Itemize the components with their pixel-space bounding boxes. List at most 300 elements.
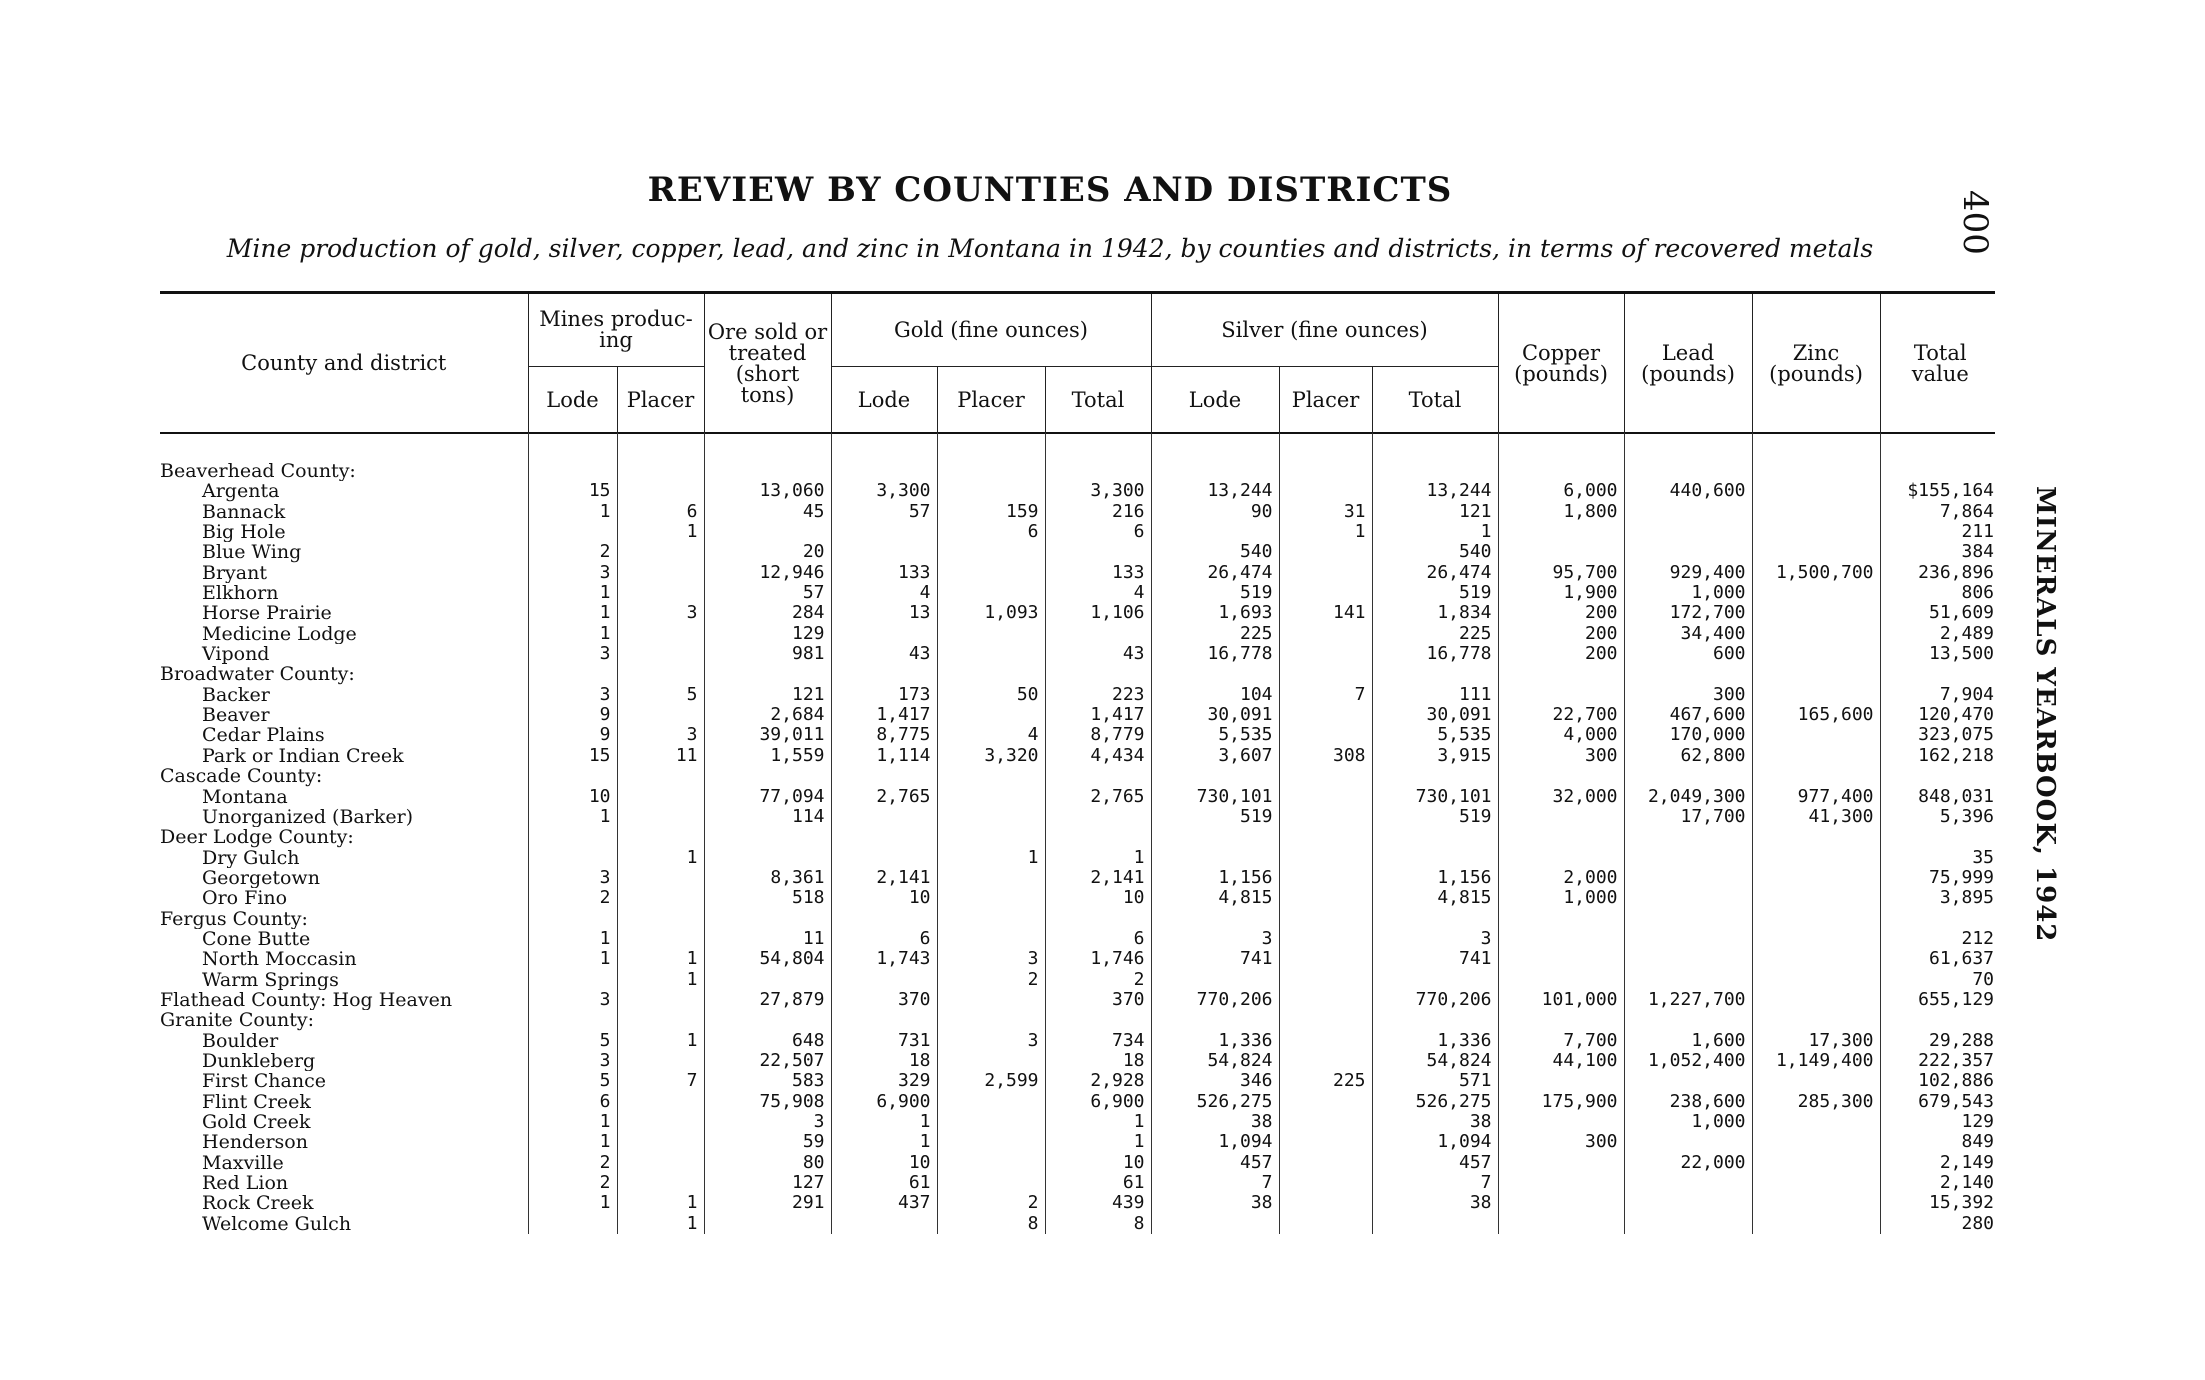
cell-ore: 20 — [704, 542, 831, 562]
cell-silver-placer — [1279, 542, 1372, 562]
district-name: Bannack — [202, 501, 286, 523]
cell-gold-placer — [937, 1010, 1045, 1030]
county-row — [160, 827, 2000, 847]
cell-total-value: 655,129 — [1880, 990, 2000, 1010]
cell-ore — [704, 522, 831, 542]
cell-mines-placer — [617, 644, 704, 664]
cell-zinc: 165,600 — [1752, 705, 1880, 725]
header-zinc: Zinc (pounds) — [1752, 294, 1880, 433]
cell-mines-lode — [528, 1010, 617, 1030]
cell-ore — [704, 461, 831, 481]
cell-gold-placer — [937, 1051, 1045, 1071]
cell-silver-total: 1,336 — [1372, 1031, 1498, 1051]
cell-total-value: 35 — [1880, 848, 2000, 868]
cell-gold-total: 1,746 — [1045, 949, 1151, 969]
cell-gold-lode: 10 — [831, 1153, 937, 1173]
cell-gold-lode — [831, 1214, 937, 1234]
district-row — [160, 787, 2000, 807]
cell-silver-total: 16,778 — [1372, 644, 1498, 664]
county-name: Granite County: — [160, 1010, 315, 1031]
cell-ore: 981 — [704, 644, 831, 664]
cell-gold-total — [1045, 766, 1151, 786]
cell-ore: 2,684 — [704, 705, 831, 725]
cell-mines-placer — [617, 542, 704, 562]
cell-gold-lode: 2,141 — [831, 868, 937, 888]
cell-silver-placer — [1279, 787, 1372, 807]
cell-mines-lode: 10 — [528, 787, 617, 807]
cell-ore — [704, 909, 831, 929]
cell-silver-total: 457 — [1372, 1153, 1498, 1173]
cell-copper — [1498, 522, 1624, 542]
county-row — [160, 664, 2000, 684]
cell-silver-lode: 526,275 — [1151, 1092, 1279, 1112]
district-row — [160, 1112, 2000, 1132]
cell-silver-total: 770,206 — [1372, 990, 1498, 1010]
cell-gold-total: 4,434 — [1045, 746, 1151, 766]
cell-gold-total: 370 — [1045, 990, 1151, 1010]
cell-mines-lode — [528, 522, 617, 542]
county-name: Broadwater County: — [160, 664, 355, 685]
district-row — [160, 705, 2000, 725]
district-row — [160, 685, 2000, 705]
cell-ore: 1,559 — [704, 746, 831, 766]
cell-zinc — [1752, 848, 1880, 868]
county-row — [160, 909, 2000, 929]
cell-lead — [1624, 522, 1752, 542]
cell-lead: 1,000 — [1624, 583, 1752, 603]
cell-copper: 175,900 — [1498, 1092, 1624, 1112]
district-row — [160, 848, 2000, 868]
cell-silver-placer — [1279, 909, 1372, 929]
cell-zinc — [1752, 970, 1880, 990]
cell-silver-placer — [1279, 563, 1372, 583]
cell-total-value: 15,392 — [1880, 1193, 2000, 1213]
cell-mines-lode — [528, 848, 617, 868]
cell-total-value: 13,500 — [1880, 644, 2000, 664]
cell-total-value: 3,895 — [1880, 888, 2000, 908]
cell-copper — [1498, 970, 1624, 990]
district-name: Georgetown — [202, 867, 320, 889]
cell-mines-placer: 1 — [617, 848, 704, 868]
cell-silver-placer — [1279, 481, 1372, 501]
cell-gold-placer — [937, 1132, 1045, 1152]
cell-lead — [1624, 502, 1752, 522]
cell-gold-placer — [937, 990, 1045, 1010]
cell-ore — [704, 766, 831, 786]
cell-mines-placer — [617, 583, 704, 603]
county-row — [160, 766, 2000, 786]
cell-gold-lode: 1 — [831, 1132, 937, 1152]
cell-gold-total: 133 — [1045, 563, 1151, 583]
cell-lead — [1624, 542, 1752, 562]
cell-gold-placer — [937, 542, 1045, 562]
cell-mines-placer: 3 — [617, 725, 704, 745]
production-table — [160, 294, 2000, 1234]
cell-silver-lode — [1151, 1214, 1279, 1234]
cell-silver-placer — [1279, 929, 1372, 949]
district-row — [160, 1214, 2000, 1234]
cell-gold-total: 10 — [1045, 1153, 1151, 1173]
cell-gold-lode — [831, 522, 937, 542]
cell-total-value: 5,396 — [1880, 807, 2000, 827]
cell-gold-lode — [831, 461, 937, 481]
cell-gold-total: 4 — [1045, 583, 1151, 603]
table-header — [160, 294, 2000, 433]
cell-zinc: 1,149,400 — [1752, 1051, 1880, 1071]
cell-gold-placer — [937, 888, 1045, 908]
cell-gold-lode: 8,775 — [831, 725, 937, 745]
cell-lead: 172,700 — [1624, 603, 1752, 623]
cell-silver-placer: 225 — [1279, 1071, 1372, 1091]
cell-zinc — [1752, 725, 1880, 745]
cell-mines-placer: 1 — [617, 1031, 704, 1051]
cell-lead: 1,227,700 — [1624, 990, 1752, 1010]
cell-silver-placer: 7 — [1279, 685, 1372, 705]
cell-mines-lode: 3 — [528, 990, 617, 1010]
cell-copper: 7,700 — [1498, 1031, 1624, 1051]
cell-ore: 127 — [704, 1173, 831, 1193]
cell-ore: 518 — [704, 888, 831, 908]
cell-mines-lode: 1 — [528, 807, 617, 827]
cell-gold-lode: 61 — [831, 1173, 937, 1193]
cell-total-value: 120,470 — [1880, 705, 2000, 725]
cell-silver-total: 1,156 — [1372, 868, 1498, 888]
cell-silver-placer — [1279, 990, 1372, 1010]
cell-mines-lode: 15 — [528, 746, 617, 766]
cell-silver-lode: 519 — [1151, 583, 1279, 603]
district-row — [160, 725, 2000, 745]
county-row — [160, 990, 2000, 1010]
cell-mines-lode: 1 — [528, 929, 617, 949]
cell-ore — [704, 1010, 831, 1030]
cell-zinc — [1752, 1153, 1880, 1173]
cell-gold-lode: 6,900 — [831, 1092, 937, 1112]
cell-silver-lode: 457 — [1151, 1153, 1279, 1173]
cell-gold-lode: 13 — [831, 603, 937, 623]
header-silver-total: Total — [1372, 367, 1498, 434]
cell-gold-total — [1045, 909, 1151, 929]
cell-silver-placer — [1279, 970, 1372, 990]
district-name: Warm Springs — [202, 969, 339, 990]
cell-gold-placer — [937, 868, 1045, 888]
cell-gold-placer — [937, 1173, 1045, 1193]
cell-gold-placer: 50 — [937, 685, 1045, 705]
district-row — [160, 583, 2000, 603]
county-name: Deer Lodge County: — [160, 827, 354, 848]
cell-zinc: 41,300 — [1752, 807, 1880, 827]
county-name: Flathead County: Hog Heaven — [160, 989, 453, 1011]
cell-total-value: 280 — [1880, 1214, 2000, 1234]
cell-ore: 12,946 — [704, 563, 831, 583]
cell-gold-placer: 1 — [937, 848, 1045, 868]
page-title: REVIEW BY COUNTIES AND DISTRICTS — [647, 170, 1453, 210]
cell-lead — [1624, 1132, 1752, 1152]
cell-total-value: 7,864 — [1880, 502, 2000, 522]
cell-lead — [1624, 664, 1752, 684]
cell-mines-placer — [617, 481, 704, 501]
cell-zinc — [1752, 909, 1880, 929]
district-row — [160, 1092, 2000, 1112]
cell-gold-total: 6,900 — [1045, 1092, 1151, 1112]
cell-lead: 17,700 — [1624, 807, 1752, 827]
cell-copper — [1498, 1214, 1624, 1234]
cell-silver-total: 540 — [1372, 542, 1498, 562]
cell-gold-lode: 133 — [831, 563, 937, 583]
cell-gold-placer: 4 — [937, 725, 1045, 745]
cell-gold-total: 8 — [1045, 1214, 1151, 1234]
cell-mines-lode: 1 — [528, 1132, 617, 1152]
cell-silver-total: 54,824 — [1372, 1051, 1498, 1071]
cell-total-value — [1880, 909, 2000, 929]
cell-silver-placer — [1279, 949, 1372, 969]
cell-mines-placer — [617, 827, 704, 847]
cell-ore: 291 — [704, 1193, 831, 1213]
district-name: Maxville — [202, 1152, 284, 1174]
cell-gold-placer — [937, 644, 1045, 664]
cell-silver-lode: 770,206 — [1151, 990, 1279, 1010]
cell-gold-placer: 3 — [937, 949, 1045, 969]
header-gold-placer: Placer — [937, 367, 1045, 434]
cell-ore: 11 — [704, 929, 831, 949]
district-row — [160, 929, 2000, 949]
cell-mines-placer — [617, 766, 704, 786]
cell-gold-placer — [937, 807, 1045, 827]
cell-gold-placer — [937, 787, 1045, 807]
cell-silver-total — [1372, 1010, 1498, 1030]
cell-silver-total — [1372, 766, 1498, 786]
cell-gold-placer: 6 — [937, 522, 1045, 542]
cell-ore: 648 — [704, 1031, 831, 1051]
cell-lead: 1,000 — [1624, 1112, 1752, 1132]
district-name: Oro Fino — [202, 888, 288, 909]
district-row — [160, 746, 2000, 766]
cell-silver-placer: 308 — [1279, 746, 1372, 766]
cell-mines-placer: 1 — [617, 522, 704, 542]
cell-gold-total: 1,106 — [1045, 603, 1151, 623]
county-name: Fergus County: — [160, 908, 308, 929]
cell-mines-placer — [617, 1153, 704, 1173]
cell-mines-lode: 3 — [528, 644, 617, 664]
cell-ore: 77,094 — [704, 787, 831, 807]
cell-silver-placer — [1279, 1051, 1372, 1071]
cell-mines-lode: 3 — [528, 685, 617, 705]
cell-gold-placer: 2,599 — [937, 1071, 1045, 1091]
cell-total-value: 323,075 — [1880, 725, 2000, 745]
cell-copper: 1,800 — [1498, 502, 1624, 522]
cell-ore: 59 — [704, 1132, 831, 1152]
cell-gold-total: 10 — [1045, 888, 1151, 908]
cell-silver-total: 3 — [1372, 929, 1498, 949]
district-row — [160, 481, 2000, 501]
cell-mines-placer — [617, 1092, 704, 1112]
cell-gold-lode: 57 — [831, 502, 937, 522]
cell-gold-lode — [831, 1010, 937, 1030]
district-name: Welcome Gulch — [202, 1213, 352, 1235]
cell-mines-lode: 5 — [528, 1031, 617, 1051]
cell-gold-total: 2,141 — [1045, 868, 1151, 888]
cell-silver-total — [1372, 909, 1498, 929]
cell-copper: 6,000 — [1498, 481, 1624, 501]
cell-gold-lode — [831, 827, 937, 847]
cell-zinc — [1752, 1071, 1880, 1091]
cell-copper: 22,700 — [1498, 705, 1624, 725]
cell-gold-lode: 1,743 — [831, 949, 937, 969]
cell-mines-placer — [617, 990, 704, 1010]
cell-gold-lode: 3,300 — [831, 481, 937, 501]
cell-zinc — [1752, 1214, 1880, 1234]
cell-mines-lode: 6 — [528, 1092, 617, 1112]
cell-copper: 300 — [1498, 746, 1624, 766]
cell-mines-placer — [617, 624, 704, 644]
cell-silver-placer — [1279, 1214, 1372, 1234]
cell-lead — [1624, 970, 1752, 990]
cell-silver-lode: 38 — [1151, 1112, 1279, 1132]
cell-total-value — [1880, 827, 2000, 847]
header-county-district: County and district — [241, 351, 447, 375]
cell-gold-total: 2,765 — [1045, 787, 1151, 807]
cell-lead — [1624, 949, 1752, 969]
cell-copper: 4,000 — [1498, 725, 1624, 745]
district-name: Montana — [202, 786, 288, 807]
cell-gold-total: 43 — [1045, 644, 1151, 664]
cell-gold-total — [1045, 827, 1151, 847]
cell-lead — [1624, 766, 1752, 786]
cell-copper: 101,000 — [1498, 990, 1624, 1010]
running-head: MINERALS YEARBOOK, 1942 — [2030, 486, 2060, 943]
district-row — [160, 542, 2000, 562]
header-lead: Lead (pounds) — [1624, 294, 1752, 433]
cell-silver-total: 1,094 — [1372, 1132, 1498, 1152]
cell-mines-placer — [617, 563, 704, 583]
cell-silver-lode: 26,474 — [1151, 563, 1279, 583]
cell-lead — [1624, 461, 1752, 481]
cell-mines-lode — [528, 909, 617, 929]
cell-total-value — [1880, 766, 2000, 786]
cell-ore: 114 — [704, 807, 831, 827]
cell-mines-lode: 2 — [528, 542, 617, 562]
cell-mines-lode: 3 — [528, 868, 617, 888]
cell-silver-placer — [1279, 461, 1372, 481]
cell-total-value: 70 — [1880, 970, 2000, 990]
header-gold-lode: Lode — [831, 367, 937, 434]
cell-gold-total: 223 — [1045, 685, 1151, 705]
district-row — [160, 949, 2000, 969]
cell-gold-lode: 10 — [831, 888, 937, 908]
cell-copper: 44,100 — [1498, 1051, 1624, 1071]
cell-gold-total: 18 — [1045, 1051, 1151, 1071]
page-number: 400 — [1955, 190, 1995, 255]
cell-mines-lode — [528, 461, 617, 481]
cell-silver-total — [1372, 848, 1498, 868]
cell-lead — [1624, 848, 1752, 868]
cell-silver-lode: 13,244 — [1151, 481, 1279, 501]
cell-gold-lode: 370 — [831, 990, 937, 1010]
cell-total-value: 61,637 — [1880, 949, 2000, 969]
cell-silver-lode: 4,815 — [1151, 888, 1279, 908]
cell-total-value: 7,904 — [1880, 685, 2000, 705]
cell-silver-lode — [1151, 664, 1279, 684]
cell-lead: 238,600 — [1624, 1092, 1752, 1112]
header-ore: Ore sold or treated (short tons) — [704, 294, 831, 433]
cell-zinc — [1752, 624, 1880, 644]
cell-silver-lode: 104 — [1151, 685, 1279, 705]
cell-gold-lode: 1,417 — [831, 705, 937, 725]
cell-mines-placer: 6 — [617, 502, 704, 522]
cell-gold-placer — [937, 766, 1045, 786]
cell-ore: 39,011 — [704, 725, 831, 745]
cell-silver-placer — [1279, 725, 1372, 745]
cell-zinc: 285,300 — [1752, 1092, 1880, 1112]
cell-ore: 3 — [704, 1112, 831, 1132]
cell-total-value: $155,164 — [1880, 481, 2000, 501]
district-row — [160, 644, 2000, 664]
cell-lead — [1624, 827, 1752, 847]
cell-silver-lode: 730,101 — [1151, 787, 1279, 807]
cell-silver-total: 5,535 — [1372, 725, 1498, 745]
cell-mines-placer: 7 — [617, 1071, 704, 1091]
district-name: Cone Butte — [202, 928, 311, 950]
cell-silver-placer — [1279, 888, 1372, 908]
cell-silver-placer — [1279, 664, 1372, 684]
cell-zinc — [1752, 583, 1880, 603]
cell-mines-lode — [528, 970, 617, 990]
header-spacer-row — [160, 433, 2000, 461]
cell-gold-total: 6 — [1045, 522, 1151, 542]
cell-gold-lode: 6 — [831, 929, 937, 949]
cell-copper — [1498, 461, 1624, 481]
cell-gold-placer — [937, 481, 1045, 501]
district-name: Rock Creek — [202, 1193, 314, 1214]
cell-mines-placer: 1 — [617, 1193, 704, 1213]
district-name: Horse Prairie — [202, 603, 332, 624]
cell-silver-lode: 5,535 — [1151, 725, 1279, 745]
cell-total-value: 806 — [1880, 583, 2000, 603]
cell-gold-lode — [831, 766, 937, 786]
cell-copper — [1498, 1010, 1624, 1030]
cell-silver-lode: 1,693 — [1151, 603, 1279, 623]
cell-gold-placer — [937, 1092, 1045, 1112]
cell-copper — [1498, 807, 1624, 827]
cell-ore: 45 — [704, 502, 831, 522]
cell-copper: 1,900 — [1498, 583, 1624, 603]
district-row — [160, 1173, 2000, 1193]
district-name: Vipond — [202, 644, 270, 665]
cell-total-value: 384 — [1880, 542, 2000, 562]
cell-silver-lode: 1,094 — [1151, 1132, 1279, 1152]
cell-gold-total — [1045, 542, 1151, 562]
district-row — [160, 868, 2000, 888]
cell-ore: 583 — [704, 1071, 831, 1091]
cell-silver-total: 741 — [1372, 949, 1498, 969]
cell-silver-lode: 54,824 — [1151, 1051, 1279, 1071]
cell-gold-placer — [937, 461, 1045, 481]
cell-mines-placer — [617, 868, 704, 888]
cell-zinc — [1752, 461, 1880, 481]
cell-mines-placer: 1 — [617, 1214, 704, 1234]
cell-silver-lode — [1151, 461, 1279, 481]
cell-gold-total — [1045, 807, 1151, 827]
cell-gold-placer — [937, 583, 1045, 603]
district-name: First Chance — [202, 1071, 326, 1092]
cell-mines-placer — [617, 1112, 704, 1132]
cell-silver-lode: 3 — [1151, 929, 1279, 949]
cell-silver-total: 1 — [1372, 522, 1498, 542]
cell-copper — [1498, 929, 1624, 949]
cell-total-value — [1880, 461, 2000, 481]
cell-mines-lode — [528, 1214, 617, 1234]
district-name: Blue Wing — [202, 542, 302, 563]
cell-silver-total — [1372, 970, 1498, 990]
